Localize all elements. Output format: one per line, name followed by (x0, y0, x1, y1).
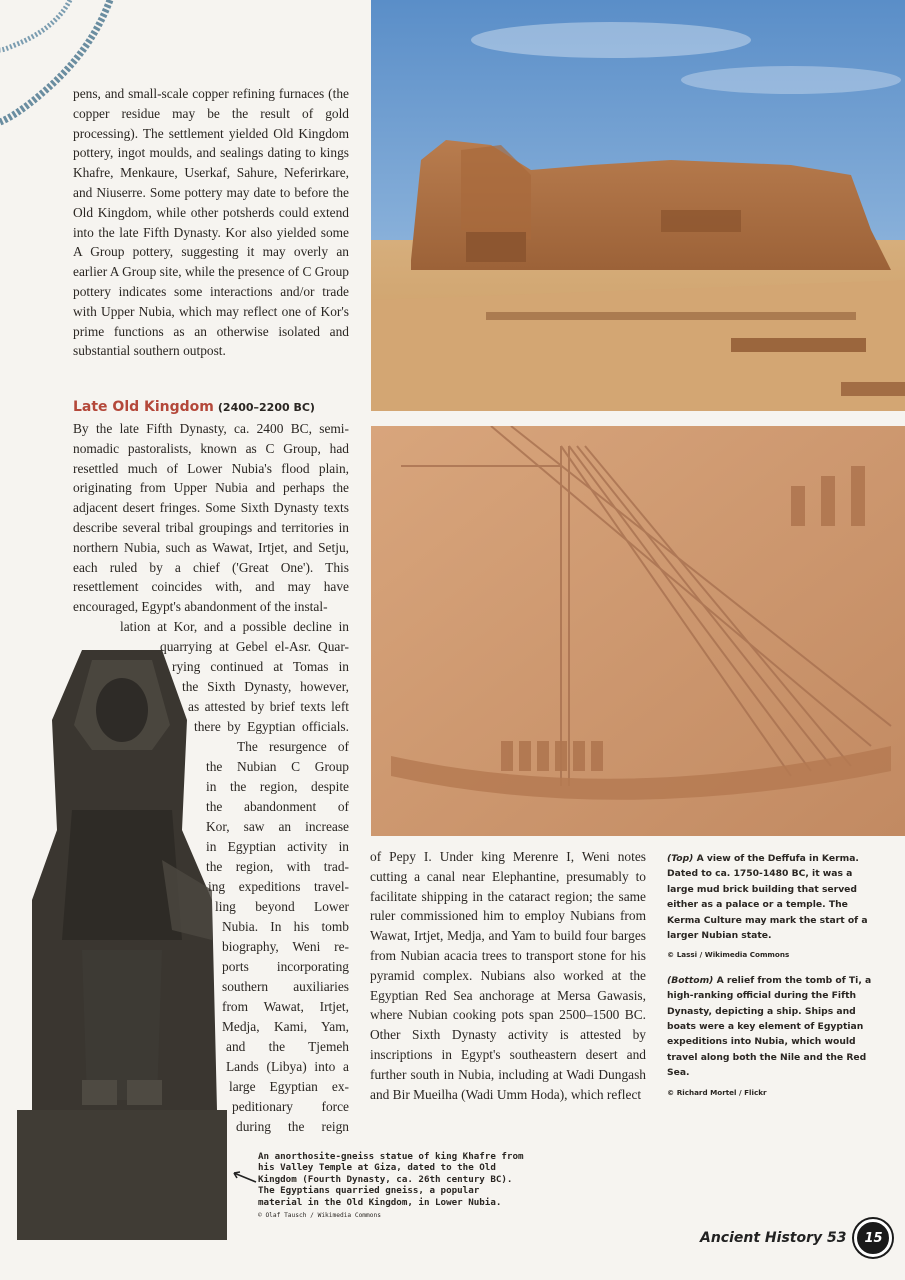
bottom-caption-lead: (Bottom) (667, 974, 714, 986)
top-caption-lead: (Top) (667, 853, 694, 864)
wrap-line: quarrying at Gebel el-Asr. Quar- (160, 639, 349, 654)
page-number: 15 (854, 1219, 892, 1257)
wrap-line: the region, with trad- (206, 859, 349, 874)
top-caption-credit: © Lassi / Wikimedia Commons (667, 950, 790, 960)
bottom-caption (667, 973, 877, 1081)
wrap-line: biography, Weni re- (222, 939, 349, 954)
wrap-line: the abandonment of (206, 799, 349, 814)
wrap-line: ing expeditions travel- (208, 879, 349, 894)
bottom-caption-text: A relief from the tomb of Ti, a high-ranking official during the Fifth Dynasty, depicting a ship. Ships and boats were a key element of Egyptian expeditions into Nubia, which would travel along both the Nile and the Red Sea. (667, 974, 872, 1079)
wrap-line: southern auxiliaries (222, 979, 349, 994)
photo-captions (667, 851, 877, 1110)
wrap-line: as attested by brief texts left (188, 699, 349, 714)
wrap-line: The resurgence of (237, 739, 349, 754)
page-footer (700, 1222, 892, 1254)
wrap-line: large Egyptian ex- (229, 1079, 349, 1094)
wrap-line: ling beyond Lower (215, 899, 349, 914)
wrap-line: the Sixth Dynasty, however, (182, 679, 349, 694)
wrap-line: Kor, saw an increase (206, 819, 349, 834)
top-caption (667, 851, 877, 943)
wrap-line: during the reign (236, 1119, 349, 1134)
bottom-caption-credit: © Richard Mortel / Flickr (667, 1087, 767, 1097)
statue-caption (258, 1151, 528, 1221)
wrap-line: lation at Kor, and a possible decline in (120, 619, 349, 634)
wrap-line: from Wawat, Irtjet, (222, 999, 349, 1014)
wrap-line: peditionary force (232, 1099, 349, 1114)
wrap-line: and the Tjemeh (226, 1039, 349, 1054)
wrap-line: Lands (Libya) into a (226, 1059, 349, 1074)
magazine-title: Ancient History 53 (700, 1230, 847, 1246)
section-heading (73, 398, 349, 416)
wrap-line: in Egyptian activity in (206, 839, 349, 854)
wrap-line: ports incorporating (222, 959, 349, 974)
section-dates: (2400–2200 BC) (217, 401, 315, 414)
wrap-line: Nubia. In his tomb (222, 919, 349, 934)
statue-caption-credit: © Olaf Tausch / Wikimedia Commons (258, 1212, 381, 1220)
top-caption-text: A view of the Deffufa in Kerma. Dated to ca. 1750-1480 BC, it was a large mud brick building that served either as a palace or a temple. The Kerma Culture may mark the start of a larger Nubian state. (667, 853, 868, 942)
wrap-line: the Nubian C Group (206, 759, 349, 774)
intro-paragraph: pens, and small-scale copper refining furnaces (the copper residue may be the result of gold processing). The settlement yielded Old Kingdom pottery, ingot moulds, and sealings dating to kings Khafre, Menkaure, Userkaf, Sahure, Neferirkare, and Niuserre. Some pottery may date to before the Old Kingdom, while other potsherds could extend into the late Fifth Dynasty. Kor also yielded some A Group pottery, suggesting it may overly an earlier A Group site, while the presence of C Group pottery indicates some interactions and/or trade with Upper Nubia, which may reflect one of Kor's prime functions as an otherwise isolated and substantial southern outpost. (73, 86, 349, 359)
section-title: Late Old Kingdom (73, 399, 214, 415)
column-two-text: of Pepy I. Under king Merenre I, Weni notes cutting a canal near Elephantine, presumably to facilitate shipping in the cataract region; the same ruler commissioned him to employ Nubians from Wawat, Irtjet, Medja, and Yam to build four barges from Nubian acacia trees to transport stone for his pyramid complex. Nubians also worked at the Egyptian Red Sea anchorage at Mersa Gawasis, where Nubian cooking pots span 2500–1500 BC. Other Sixth Dynasty activity is attested by inscriptions in Egypt's southeastern desert and further south in Nubia, including at Wadi Dungash and Bir Mueilha (Wadi Umm Hoda), which reflect (370, 849, 646, 1102)
khafre-statue-photo (12, 640, 234, 1245)
wrap-line: there by Egyptian officials. (194, 719, 349, 734)
wrap-line: Medja, Kami, Yam, (222, 1019, 349, 1034)
wrap-line: rying continued at Tomas in (172, 659, 349, 674)
caption-arrow-icon (228, 1168, 258, 1188)
ship-relief-photo (371, 426, 905, 836)
wrap-line: in the region, despite (206, 779, 349, 794)
statue-caption-text: An anorthosite-gneiss statue of king Khafre from his Valley Temple at Giza, dated to the Old Kingdom (Fourth Dynasty, ca. 26th century BC). The Egyptians quarried gneiss, a popular material in the Old Kingdom, in Lower Nubia. (258, 1151, 524, 1208)
deffufa-photo (371, 0, 905, 411)
late-old-kingdom-paragraph: By the late Fifth Dynasty, ca. 2400 BC, semi-nomadic pastoralists, known as C Group, had resettled much of Lower Nubia's flood plain, originating from Upper Nubia and perhaps the adjacent desert fringes. Some Sixth Dynasty texts describe several tribal groupings and territories in northern Nubia, such as Wawat, Irtjet, and Setju, each ruled by a chief ('Great One'). This resettlement coincides with, and may have encouraged, Egypt's abandonment of the instal- (73, 421, 349, 615)
